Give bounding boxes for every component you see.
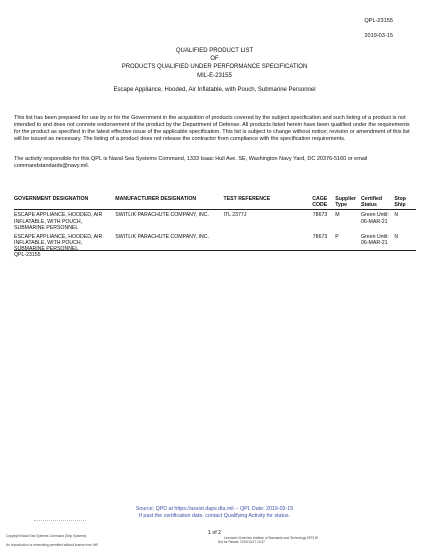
cell-certified: Green Until: 06-MAR-21: [361, 234, 389, 247]
copyright-line-1: Copyright Naval Sea Systems Command (Ship Systems): [6, 534, 87, 538]
source-line: Source: QPD at https://assist.daps.dla.mil -- QPL Date: 2019-03-15: [135, 506, 294, 512]
intro-paragraph: This list has been prepared for use by or for the Government in the acquisition of products covered by the subject specification and such listing of a product is not intended to and does not connote endorsement of the product by the Department of Defense. All products listed herein have been qualified under the requirements for the product as specified in the latest effective issue of the applicable specification. This list is subject to change without notice; revision or amendment of this list will be issued as necessary. The listing of a product does not release the contractor from compliance with the specification requirements.: [14, 115, 410, 142]
page-number: 1 of 2: [208, 530, 221, 536]
copyright-line-2: No reproduction or networking permitted without license from IHS: [6, 543, 99, 547]
col-cage-code: CAGE CODE: [298, 196, 335, 210]
qpl-table: [14, 196, 416, 254]
cell-supplier: P: [335, 234, 339, 241]
cell-mfr: SWITLIK PARACHUTE COMPANY, INC.: [115, 234, 209, 241]
title-line-3: PRODUCTS QUALIFIED UNDER PERFORMANCE SPECIFICATION: [121, 64, 308, 71]
licensee-line-2: Not for Resale, 2019/10/17 13:37: [218, 540, 265, 544]
cell-mfr: SWITLIK PARACHUTE COMPANY, INC.: [115, 212, 209, 219]
cell-gov: ESCAPE APPLIANCE, HOODED, AIR INFLATABLE, WITH POUCH, SUBMARINE PERSONNEL: [14, 212, 103, 231]
table-row: [14, 210, 416, 232]
table-header-row: [14, 196, 416, 210]
cell-gov: ESCAPE APPLIANCE, HOODED, AIR INFLATABLE, WITH POUCH, SUBMARINE PERSONNEL: [14, 234, 103, 253]
spec-number: MIL-E-23155: [197, 72, 232, 79]
col-test-reference: TEST REFERENCE: [224, 196, 299, 210]
cell-test: ITL 2377J: [223, 212, 247, 219]
title-line-2: OF: [210, 56, 219, 63]
cell-cage: 78673: [312, 212, 328, 219]
cell-supplier: M: [335, 212, 340, 219]
doc-number: QPL-23155: [364, 18, 393, 24]
cell-certified: Green Until: 06-MAR-21: [361, 212, 389, 225]
title-block: [0, 47, 429, 94]
licensee-line-1: Licensee=Overview Institute of Standards and Technology 9973 W: [224, 536, 318, 540]
activity-paragraph: The activity responsible for this QPL is Naval Sea Systems Command, 1333 Isaac Hull Ave. SE, Washington Navy Yard, DC 20376-5160 or email commandstandards@navy.mil.: [14, 156, 368, 169]
col-certified-status: Certified Status: [361, 196, 394, 210]
col-gov-designation: GOVERNMENT DESIGNATION: [14, 196, 115, 210]
col-stop-ship: Stop Ship: [394, 196, 416, 210]
source-footer: [0, 506, 429, 520]
cell-stop: N: [394, 234, 399, 241]
divider: [34, 520, 86, 521]
table-footer-number: QPL-23155: [14, 252, 41, 258]
doc-date: 2019-03-15: [364, 33, 393, 39]
cell-cage: 78673: [312, 234, 328, 241]
table-bottom-rule: [14, 250, 416, 251]
title-line-1: QUALIFIED PRODUCT LIST: [175, 48, 254, 54]
col-supplier-type: Supplier Type: [335, 196, 361, 210]
status-line: If past the certification date, contact Qualifying Activity for status.: [138, 512, 291, 519]
subject-line: Escape Appliance, Hooded, Air Inflatable, with Pouch, Submarine Personnel: [113, 86, 316, 93]
cell-stop: N: [394, 212, 399, 219]
col-mfr-designation: MANUFACTURER DESIGNATION: [115, 196, 223, 210]
